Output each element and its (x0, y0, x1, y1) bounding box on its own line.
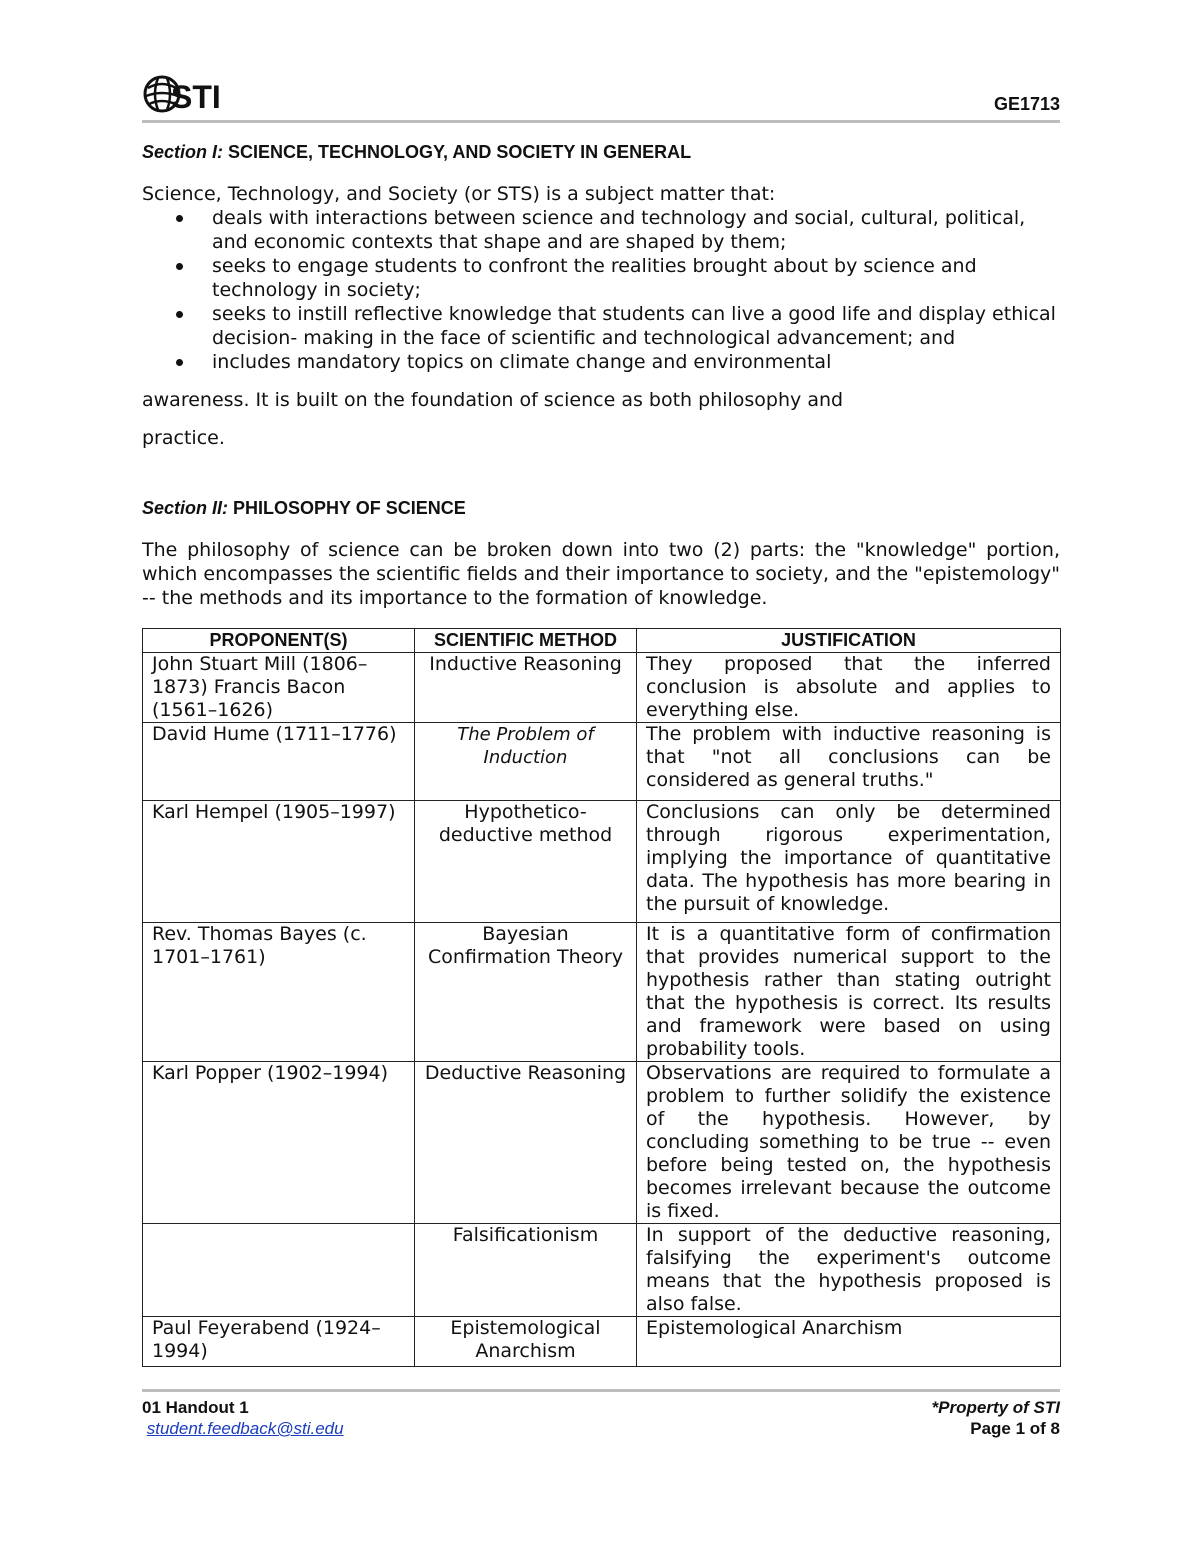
justification-cell: It is a quantitative form of confirmation that provides numerical support to the hypothesis rather than stating outright that the hypothesis is correct. Its results and framework were based on using probability tools. (637, 923, 1061, 1062)
method-cell: Bayesian Confirmation Theory (415, 923, 637, 1062)
philosophy-table (142, 628, 1061, 1367)
method-cell: Inductive Reasoning (415, 653, 637, 723)
justification-cell: Epistemological Anarchism (637, 1317, 1061, 1367)
method-cell: Falsificationism (415, 1224, 637, 1317)
table-header-row (143, 629, 1061, 653)
bullet-item: deals with interactions between science and technology and social, cultural, political, and economic contexts that shape and are shaped by them; (142, 206, 1060, 254)
section-1-continuation: awareness. It is built on the foundation of science as both philosophy and (142, 389, 844, 411)
justification-cell: They proposed that the inferred conclusion is absolute and applies to everything else. (637, 653, 1061, 723)
section-2-intro: The philosophy of science can be broken down into two (2) parts: the "knowledge" portion, which encompasses the scientific fields and their importance to society, and the "epistemology" -- the methods and its importance to the formation of knowledge. (142, 539, 1060, 609)
sti-logo (142, 70, 228, 116)
bullet-item: includes mandatory topics on climate change and environmental (142, 350, 1060, 374)
column-header-proponent: PROPONENT(S) (143, 629, 415, 653)
column-header-justification: JUSTIFICATION (637, 629, 1061, 653)
justification-cell: Observations are required to formulate a problem to further solidify the existence of the hypothesis. However, by concluding something to be true -- even before being tested on, the hypothesis becomes irrelevant because the outcome is fixed. (637, 1062, 1061, 1224)
feedback-email-link[interactable]: student.feedback@sti.edu (146, 1419, 344, 1438)
handout-label: 01 Handout 1 (142, 1398, 249, 1417)
proponent-cell: Rev. Thomas Bayes (c. 1701–1761) (143, 923, 415, 1062)
header-divider (142, 120, 1060, 123)
section-1-title: SCIENCE, TECHNOLOGY, AND SOCIETY IN GENERAL (228, 142, 692, 162)
section-1-intro: Science, Technology, and Society (or STS) is a subject matter that: (142, 183, 776, 205)
table-row (143, 1062, 1061, 1224)
proponent-cell (143, 1224, 415, 1317)
section-2-heading (142, 496, 1060, 520)
bullet-item: seeks to instill reflective knowledge that students can live a good life and display ethical decision- making in the face of scientific and technological advancement; and (142, 302, 1060, 350)
table-row (143, 1317, 1061, 1367)
globe-icon (142, 70, 228, 116)
footer-right (932, 1397, 1060, 1439)
section-1-heading (142, 140, 1060, 164)
section-1-bullet-list (142, 206, 1060, 374)
table-row (143, 723, 1061, 801)
page-number: Page 1 of 8 (970, 1419, 1060, 1438)
bullet-item: seeks to engage students to confront the realities brought about by science and technology in society; (142, 254, 1060, 302)
table-row (143, 923, 1061, 1062)
method-cell: Epistemological Anarchism (415, 1317, 637, 1367)
justification-cell: The problem with inductive reasoning is that "not all conclusions can be considered as general truths." (637, 723, 1061, 801)
proponent-cell: John Stuart Mill (1806–1873) Francis Bacon (1561–1626) (143, 653, 415, 723)
method-cell: The Problem of Induction (415, 723, 637, 801)
method-cell: Deductive Reasoning (415, 1062, 637, 1224)
document-code: GE1713 (993, 94, 1060, 114)
section-1-continuation-end: practice. (142, 427, 225, 449)
method-cell: Hypothetico-deductive method (415, 801, 637, 923)
footer-divider (142, 1389, 1060, 1392)
proponent-cell: Karl Hempel (1905–1997) (143, 801, 415, 923)
column-header-method: SCIENTIFIC METHOD (415, 629, 637, 653)
section-2-title: PHILOSOPHY OF SCIENCE (233, 498, 466, 518)
table-row (143, 653, 1061, 723)
svg-text:STI: STI (171, 79, 221, 115)
property-notice: *Property of STI (931, 1398, 1060, 1417)
main-content (142, 140, 1060, 1367)
table-row (143, 1224, 1061, 1317)
proponent-cell: Karl Popper (1902–1994) (143, 1062, 415, 1224)
proponent-cell: David Hume (1711–1776) (143, 723, 415, 801)
section-2-label: Section II: (142, 498, 229, 518)
section-1-label: Section I: (142, 142, 224, 162)
proponent-cell: Paul Feyerabend (1924–1994) (143, 1317, 415, 1367)
footer-left (142, 1397, 344, 1439)
justification-cell: In support of the deductive reasoning, falsifying the experiment's outcome means that the hypothesis proposed is also false. (637, 1224, 1061, 1317)
table-row (143, 801, 1061, 923)
justification-cell: Conclusions can only be determined through rigorous experimentation, implying the importance of quantitative data. The hypothesis has more bearing in the pursuit of knowledge. (637, 801, 1061, 923)
